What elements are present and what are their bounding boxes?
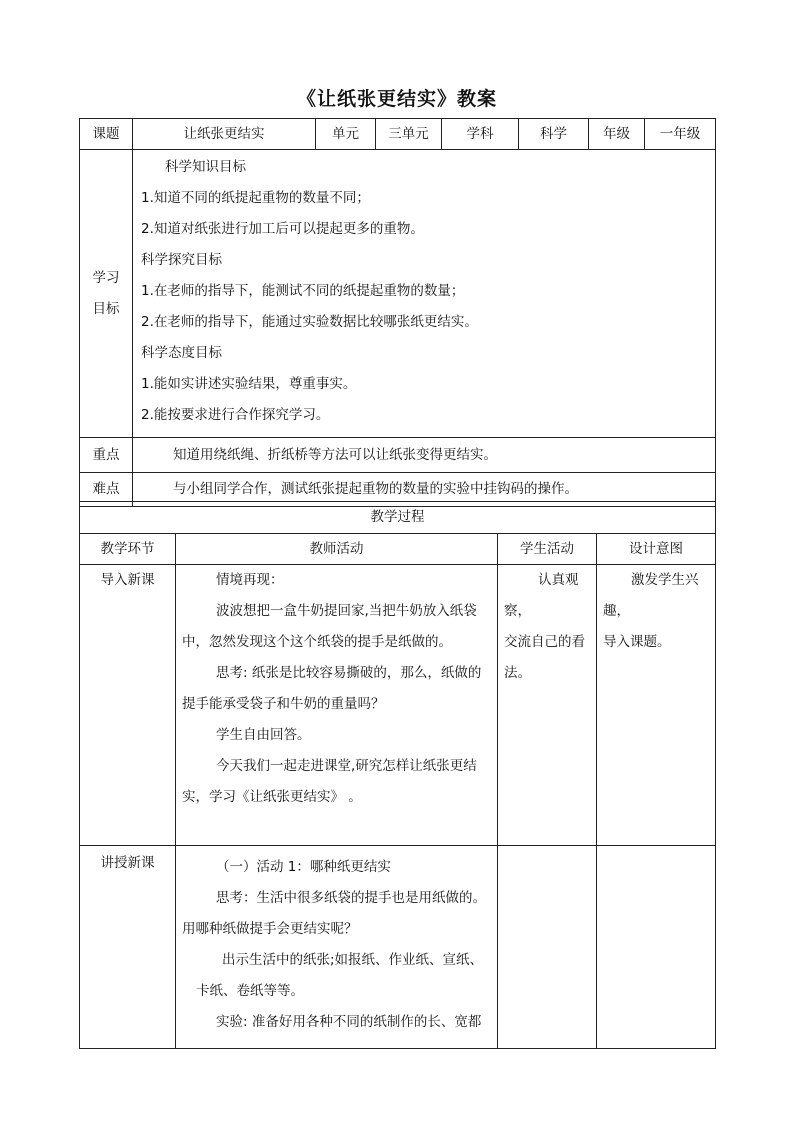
attitude-item: 2.能按要求进行合作探究学习。 xyxy=(141,407,330,423)
difficulty-text: 与小组同学合作，测试纸张提起重物的数量的实验中挂钩码的操作。 xyxy=(133,473,716,507)
teacher-line: 实，学习《让纸张更结实》 。 xyxy=(182,789,362,805)
objectives-label-line2: 目标 xyxy=(92,300,120,317)
teacher-line: 实验: 准备好用各种不同的纸制作的长、宽都 xyxy=(216,1014,482,1030)
grade-label: 年级 xyxy=(589,119,645,150)
column-header: 设计意图 xyxy=(597,534,716,565)
teacher-line: 卡纸、卷纸等等。 xyxy=(196,983,304,999)
teaching-process-table xyxy=(79,501,716,1049)
column-header: 教学环节 xyxy=(80,534,176,565)
objectives-label xyxy=(80,150,133,438)
knowledge-heading: 科学知识目标 xyxy=(165,159,246,175)
attitude-heading: 科学态度目标 xyxy=(141,345,222,361)
teacher-line: 思考: 纸张是比较容易撕破的，那么，纸做的 xyxy=(216,665,482,681)
unit-value: 三单元 xyxy=(376,119,442,150)
knowledge-item: 2.知道对纸张进行加工后可以提起更多的重物。 xyxy=(141,221,424,237)
design-intent-cell xyxy=(597,565,716,846)
inquiry-item: 2.在老师的指导下，能通过实验数据比较哪张纸更结实。 xyxy=(141,314,478,330)
column-header: 学生活动 xyxy=(498,534,597,565)
teacher-activity-cell xyxy=(176,846,498,1049)
student-activity-cell xyxy=(498,846,597,1049)
key-point-label: 重点 xyxy=(80,438,133,473)
knowledge-item: 1.知道不同的纸提起重物的数量不同； xyxy=(141,190,370,206)
teacher-line: 今天我们一起走进课堂,研究怎样让纸张更结 xyxy=(216,758,477,774)
lesson-info-table xyxy=(79,118,716,507)
teacher-line: （一）活动 1：哪种纸更结实 xyxy=(216,859,391,875)
teacher-line: 思考：生活中很多纸袋的提手也是用纸做的。 xyxy=(216,890,486,906)
design-intent-cell xyxy=(597,846,716,1049)
process-heading: 教学过程 xyxy=(80,502,716,534)
student-line: 交流自己的看 xyxy=(504,634,585,650)
teacher-line: 提手能承受袋子和牛奶的重量吗？ xyxy=(182,696,385,712)
difficulty-label: 难点 xyxy=(80,473,133,507)
teacher-line: 用哪种纸做提手会更结实呢？ xyxy=(182,921,358,937)
lesson-label: 课题 xyxy=(80,119,133,150)
intent-line: 激发学生兴趣， xyxy=(603,572,699,619)
subject-value: 科学 xyxy=(519,119,589,150)
objectives-content xyxy=(133,150,716,438)
teacher-line: 中，忽然发现这个这个纸袋的提手是纸做的。 xyxy=(182,634,452,650)
inquiry-item: 1.在老师的指导下，能测试不同的纸提起重物的数量； xyxy=(141,283,465,299)
intent-line: 导入课题。 xyxy=(603,634,671,650)
student-line: 认真观察， xyxy=(504,572,579,619)
objectives-label-line1: 学习 xyxy=(92,270,120,287)
column-header: 教师活动 xyxy=(176,534,498,565)
student-activity-cell xyxy=(498,565,597,846)
teacher-line: 情境再现： xyxy=(216,572,284,588)
teacher-line: 学生自由回答。 xyxy=(216,727,311,743)
grade-value: 一年级 xyxy=(645,119,716,150)
key-point-text: 知道用绕纸绳、折纸桥等方法可以让纸张变得更结实。 xyxy=(133,438,716,473)
teacher-line: 出示生活中的纸张;如报纸、作业纸、宣纸、 xyxy=(222,952,484,968)
teacher-line: 波波想把一盒牛奶提回家,当把牛奶放入纸袋 xyxy=(216,603,477,619)
student-line: 法。 xyxy=(504,665,531,681)
subject-label: 学科 xyxy=(442,119,519,150)
attitude-item: 1.能如实讲述实验结果，尊重事实。 xyxy=(141,376,357,392)
lesson-value: 让纸张更结实 xyxy=(133,119,316,150)
unit-label: 单元 xyxy=(316,119,376,150)
stage-cell: 讲授新课 xyxy=(80,846,176,1049)
teacher-activity-cell xyxy=(176,565,498,846)
page-title: 《让纸张更结实》教案 xyxy=(296,88,497,110)
stage-cell: 导入新课 xyxy=(80,565,176,846)
inquiry-heading: 科学探究目标 xyxy=(141,252,222,268)
